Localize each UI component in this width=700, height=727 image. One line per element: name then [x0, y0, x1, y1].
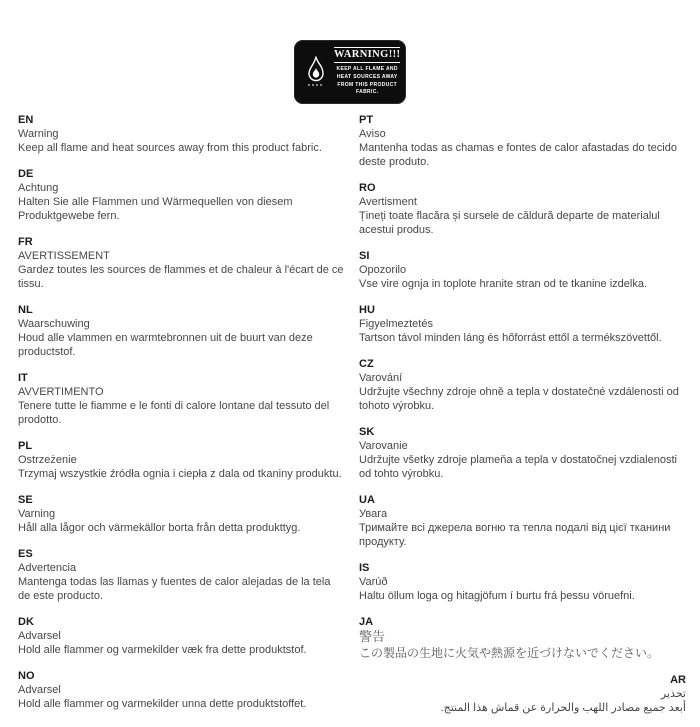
warning-title: Figyelmeztetés [359, 318, 433, 330]
warning-entry-ro [359, 181, 686, 237]
language-code: CZ [359, 358, 374, 370]
warning-title: Aviso [359, 128, 386, 140]
language-code: PL [18, 440, 33, 452]
warning-title: Увага [359, 508, 388, 520]
warning-entry-se [18, 493, 345, 535]
warning-text: Haltu öllum loga og hitagjöfum í burtu frá þessu vöruefni. [359, 590, 635, 602]
warning-text: Udržujte všechny zdroje ohně a tepla v dostatečné vzdálenosti od tohoto výrobku. [359, 386, 679, 412]
warning-label-badge [294, 40, 406, 104]
language-code: EN [18, 114, 34, 126]
warning-text: أبعد جميع مصادر اللهب والحرارة عن قماش هذا المنتج. [440, 702, 686, 714]
warning-text: Tenere tutte le fiamme e le fonti di calore lontane dal tessuto del prodotto. [18, 400, 330, 426]
left-column [18, 113, 345, 727]
warning-entry-ar [359, 673, 686, 715]
warning-title: Achtung [18, 182, 59, 194]
warning-text: Mantenha todas as chamas e fontes de calor afastadas do tecido deste produto. [359, 142, 677, 168]
warning-title: Varning [18, 508, 56, 520]
warning-text: Vse vire ognja in toplote hranite stran od te tkanine izdelka. [359, 278, 648, 290]
language-columns [18, 113, 686, 727]
warning-title: تحذير [660, 688, 686, 700]
warning-title: Advarsel [18, 630, 61, 642]
warning-entry-no [18, 669, 345, 711]
language-code: JA [359, 616, 374, 628]
badge-subtitle: KEEP ALL FLAME AND HEAT SOURCES AWAY FROM THIS PRODUCT FABRIC. [336, 66, 398, 96]
language-code: HU [359, 304, 375, 316]
warning-title: Ostrzeżenie [18, 454, 77, 466]
warning-text: Halten Sie alle Flammen und Wärmequellen von diesem Produktgewebe fern. [18, 196, 293, 222]
warning-title: Avertisment [359, 196, 417, 208]
language-code: SI [359, 250, 370, 262]
warning-title: AVVERTIMENTO [18, 386, 104, 398]
warning-entry-cz [359, 357, 686, 413]
warning-title: Advarsel [18, 684, 61, 696]
warning-title: 警告 [359, 629, 386, 644]
warning-entry-es [18, 547, 345, 603]
language-code: ES [18, 548, 33, 560]
warning-title: Advertencia [18, 562, 77, 574]
warning-text: Keep all flame and heat sources away from this product fabric. [18, 142, 322, 154]
warning-title: Warning [18, 128, 59, 140]
badge-text-block [331, 47, 400, 97]
language-code: AR [670, 674, 686, 686]
warning-text: Houd alle vlammen en warmtebronnen uit de buurt van deze productstof. [18, 332, 313, 358]
warning-entry-en [18, 113, 345, 155]
language-code: IS [359, 562, 370, 574]
warning-entry-it [18, 371, 345, 427]
warning-title: Varovanie [359, 440, 408, 452]
language-code: IT [18, 372, 28, 384]
language-code: SK [359, 426, 375, 438]
warning-text: Тримайте всі джерела вогню та тепла подалі від цієї тканини продукту. [359, 522, 671, 548]
badge-title: WARNING!!! [334, 47, 400, 63]
warning-text: Tartson távol minden láng és hőforrást ettől a termékszövettől. [359, 332, 662, 344]
warning-title: AVERTISSEMENT [18, 250, 110, 262]
warning-entry-pt [359, 113, 686, 169]
warning-text: Mantenga todas las llamas y fuentes de calor alejadas de la tela de este producto. [18, 576, 331, 602]
warning-title: Varúð [359, 576, 388, 588]
warning-text: Udržujte všetky zdroje plameňa a tepla v dostatočnej vzdialenosti od tohto výrobku. [359, 454, 677, 480]
language-code: SE [18, 494, 33, 506]
language-code: FR [18, 236, 33, 248]
language-code: NO [18, 670, 35, 682]
language-code: PT [359, 114, 374, 126]
warning-entry-de [18, 167, 345, 223]
flame-icon [301, 55, 331, 89]
right-column [359, 113, 686, 727]
warning-entry-hu [359, 303, 686, 345]
warning-entry-dk [18, 615, 345, 657]
warning-entry-si [359, 249, 686, 291]
warning-entry-pl [18, 439, 345, 481]
warning-text: この製品の生地に火気や熱源を近づけないでください。 [359, 646, 660, 660]
language-code: DK [18, 616, 34, 628]
warning-entry-ua [359, 493, 686, 549]
warning-title: Waarschuwing [18, 318, 90, 330]
warning-text: Håll alla lågor och värmekällor borta från detta produkttyg. [18, 522, 301, 534]
warning-entry-is [359, 561, 686, 603]
warning-text: Trzymaj wszystkie źródła ognia i ciepła z dala od tkaniny produktu. [18, 468, 342, 480]
warning-text: Gardez toutes les sources de flammes et de chaleur à l'écart de ce tissu. [18, 264, 344, 290]
language-code: RO [359, 182, 376, 194]
warning-title: Varování [359, 372, 403, 384]
warning-text: Țineți toate flacăra și sursele de căldură departe de materialul acestui produs. [359, 210, 660, 236]
warning-text: Hold alle flammer og varmekilder unna dette produktstoffet. [18, 698, 307, 710]
warning-title: Opozorilo [359, 264, 407, 276]
language-code: DE [18, 168, 34, 180]
warning-entry-nl [18, 303, 345, 359]
warning-text: Hold alle flammer og varmekilder væk fra dette produktstof. [18, 644, 307, 656]
language-code: UA [359, 494, 375, 506]
language-code: NL [18, 304, 33, 316]
warning-entry-ja [359, 615, 686, 661]
warning-entry-sk [359, 425, 686, 481]
warning-entry-fr [18, 235, 345, 291]
